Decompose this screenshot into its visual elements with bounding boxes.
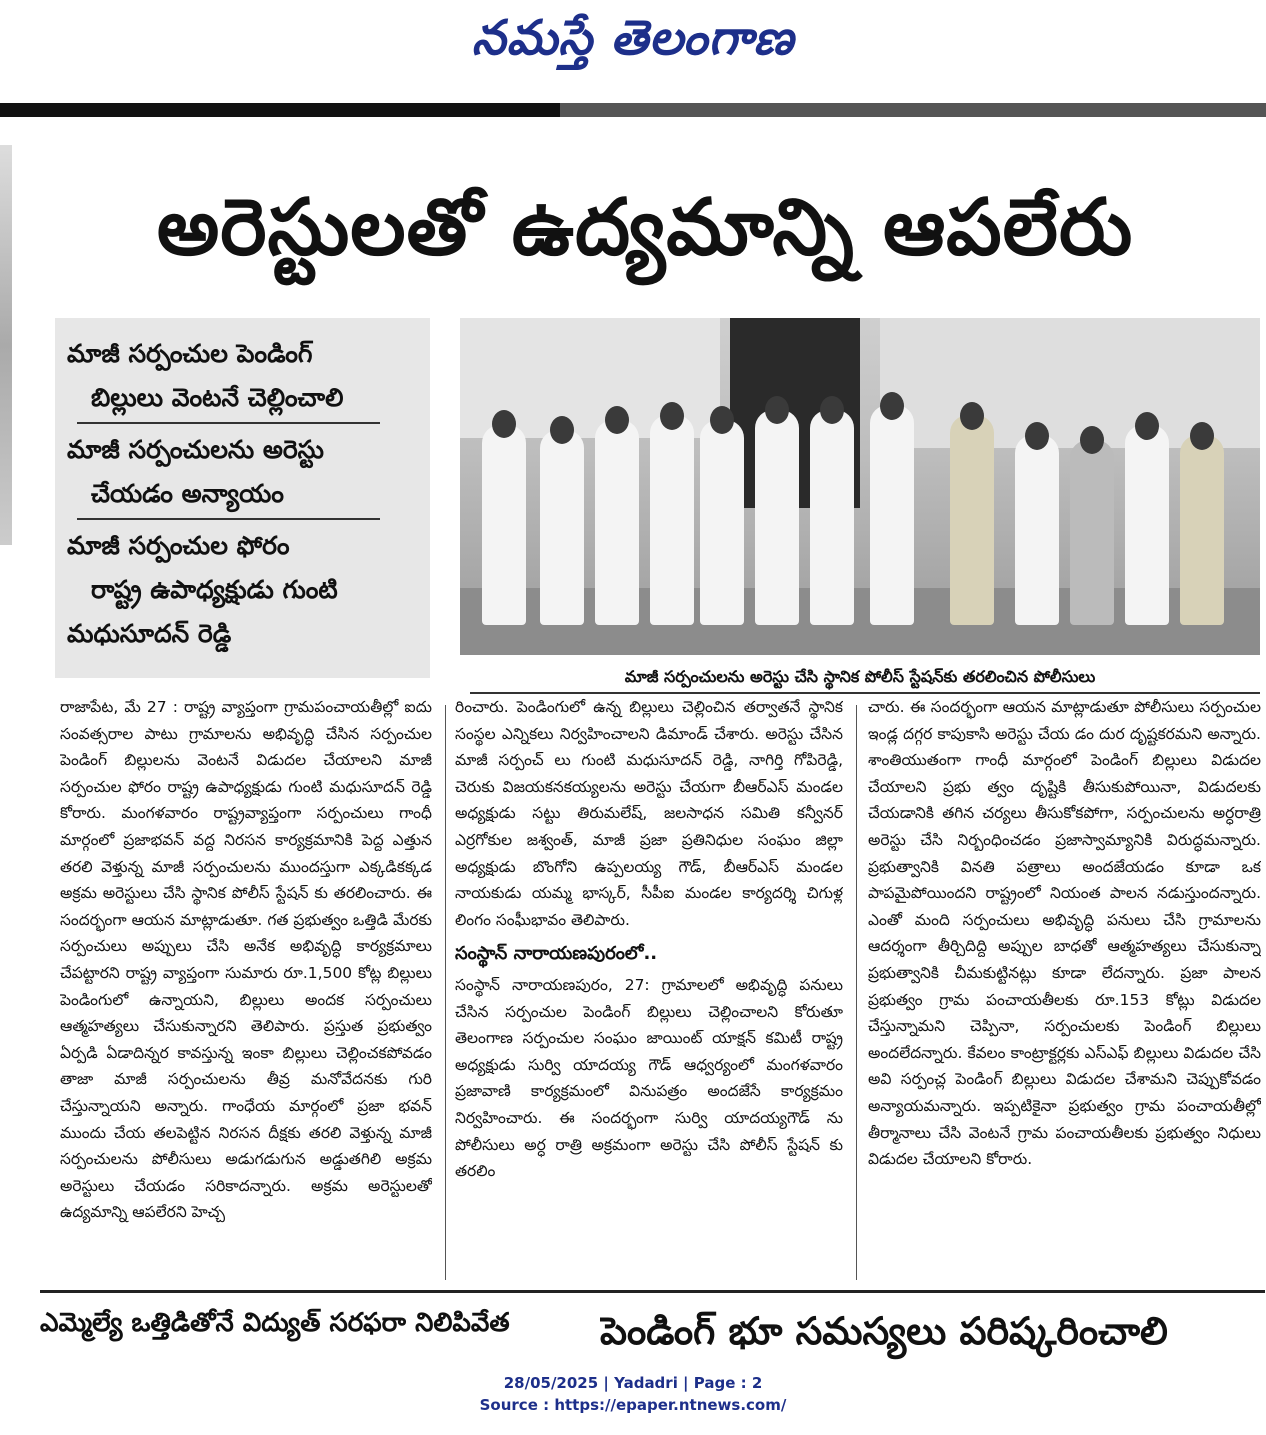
photo-person (700, 420, 744, 625)
article-text: రాజాపేట, మే 27 : రాష్ట్ర వ్యాప్తంగా గ్రామపంచాయతీల్లో ఐదు సంవత్సరాల పాటు గ్రామాలను అభివృద్ధి చేసిన సర్పంచుల పెండింగ్ బిల్లులను వెంటనే విడుదల చేయాలని మాజీ సర్పంచుల ఫోరం రాష్ట్ర ఉపాధ్యక్షుడు గుంటి మధుసూదన్ రెడ్డి కోరారు. మంగళవారం రాష్ట్రవ్యాప్తంగా సర్పంచులు గాంధీ మార్గంలో ప్రజాభవన్ వద్ద నిరసన కార్యక్రమానికి పెద్ద ఎత్తున తరలి వెళ్తున్న మాజీ సర్పంచులను ముందస్తుగా ఎక్కడికక్కడ అక్రమ అరెస్టులు చేసి స్థానిక పోలీస్ స్టేషన్ కు తరలించారు. ఈ సందర్భంగా ఆయన మాట్లాడుతూ. గత ప్రభుత్వం ఒత్తిడి మేరకు సర్పంచులు అప్పులు చేసి అనేక అభివృద్ధి కార్యక్రమాలు చేపట్టారని రాష్ట్ర వ్యాప్తంగా సుమారు రూ.1,500 కోట్ల బిల్లులు పెండింగులో ఉన్నాయని, బిల్లులు అందక సర్పంచులు ఆత్మహత్యలు చేసుకున్నారని తెలిపారు. ప్రస్తుత ప్రభుత్వం ఏర్పడి ఏడాదిన్నర కావస్తున్న ఇంకా బిల్లులు చెల్లించకపోవడం తాజా మాజీ సర్పంచులను తీవ్ర మనోవేదనకు గురి చేస్తున్నాయని అన్నారు. గాంధేయ మార్గంలో ప్రజా భవన్ ముందు చేయ తలపెట్టిన నిరసన దీక్షకు తరలి వెళ్తున్న మాజీ సర్పంచులను పోలీసులు అడుగడుగున అడ్డుతగిలి అక్రమ అరెస్టులు చేయడం సరికాదన్నారు. అక్రమ అరెస్టులతో ఉద్యమాన్ని ఆపలేరని హెచ్చ (60, 698, 432, 1222)
article-text: రించారు. పెండింగులో ఉన్న బిల్లులు చెల్లించిన తర్వాతనే స్థానిక సంస్థల ఎన్నికలు నిర్వహించాలని డిమాండ్ చేశారు. అరెస్టు చేసిన మాజీ సర్పంచ్ లు గుంటి మధుసూదన్ రెడ్డి, నాగిర్తి గోపిరెడ్డి, చెరుకు విజయకనకయ్యలను అరెస్టు చేయగా బీఆర్ఎస్ మండల అధ్యక్షుడు సట్టు తిరుమలేష్, జలసాధన సమితి కన్వీనర్ ఎర్రగోకుల జశ్వంత్, మాజీ ప్రజా ప్రతినిధుల సంఘం జిల్లా అధ్యక్షుడు బొంగోని ఉప్పలయ్య గౌడ్, బీఆర్ఎస్ మండల నాయకుడు యమ్మ భాస్కర్, సీపీఐ మండల కార్యదర్శి చిగుళ్ల లింగం సంఘీభావం తెలిపారు. (455, 698, 843, 929)
page-footer (0, 1372, 1266, 1416)
subheadline-line: మాజీ సర్పంచులను అరెస్టు (67, 435, 324, 464)
photo-person (650, 415, 694, 625)
subheadline-line: మాజీ సర్పంచుల పెండింగ్ (67, 339, 313, 368)
subheadline-line: చేయడం అన్యాయం (91, 479, 284, 508)
section-subhead: సంస్థాన్ నారాయణపురంలో.. (455, 943, 658, 965)
photo-person-head (492, 410, 516, 438)
headline: అరెస్టులతో ఉద్యమాన్ని ఆపలేరు (156, 183, 1134, 273)
masthead-rule-right (560, 103, 1266, 117)
photo-person (1125, 425, 1169, 625)
photo-person (1070, 440, 1114, 625)
article-column-2 (455, 694, 843, 1274)
photo-person (1015, 435, 1059, 625)
photo-person-head (1135, 412, 1159, 440)
photo-caption: మాజీ సర్పంచులను అరెస్టు చేసి స్థానిక పోలీస్ స్టేషన్‌కు తరలించిన పోలీసులు (624, 667, 1096, 686)
photo-person (595, 420, 639, 625)
photo-person-head (550, 416, 574, 444)
photo-person (540, 430, 584, 625)
bottom-headline-right: పెండింగ్ భూ సమస్యలు పరిష్కరించాలి (600, 1309, 1168, 1353)
subheadline-divider (77, 518, 380, 520)
footer-source-link[interactable]: Source : https://epaper.ntnews.com/ (479, 1396, 787, 1414)
photo-person-head (605, 406, 629, 434)
news-photo (460, 318, 1260, 655)
masthead (0, 0, 1266, 100)
photo-person (755, 410, 799, 625)
photo-person-head (820, 396, 844, 424)
article-text: చారు. ఈ సందర్భంగా ఆయన మాట్లాడుతూ పోలీసులు సర్పంచుల ఇండ్ల దగ్గర కాపుకాసి అరెస్టు చేయ డం దుర దృష్టకరమని అన్నారు. శాంతియుతంగా గాంధీ మార్గంలో పెండింగ్ బిల్లులు విడుదల చేయాలని ప్రభు త్వం దృష్టికి తీసుకుపోయినా, విడుదలకు చేయడానికి తగిన చర్యలు తీసుకోకపోగా, సర్పంచులను అర్ధరాత్రి అరెస్టు చేసి నిర్బంధించడం ప్రజాస్వామ్యానికి విరుద్ధమన్నారు. ప్రభుత్వానికి వినతి పత్రాలు అందజేయడం కూడా ఒక పాపమైపోయిందని రాష్ట్రంలో నియంత పాలన నడుస్తుందన్నారు. ఎంతో మంది సర్పంచులు అభివృద్ధి పనులు చేసి గ్రామాలను ఆదర్శంగా తీర్చిదిద్ది అప్పుల బాధతో ఆత్మహత్యలు చేసుకున్నా ప్రభుత్వానికి చీమకుట్టినట్లు కూడా లేదన్నారు. ప్రజా పాలన ప్రభుత్వం గ్రామ పంచాయతీలకు రూ.153 కోట్లు విడుదల చేస్తున్నామని చెప్పినా, సర్పంచులకు పెండింగ్ బిల్లులు అందలేదన్నారు. కేవలం కాంట్రాక్టర్లకు ఎస్ఎఫ్ బిల్లులు విడుదల చేసి అవి సర్పంచ్ల పెండింగ్ బిల్లులు విడుదల చేశామని చెప్పుకోవడం అన్యాయమన్నారు. ఇప్పటికైనా ప్రభుత్వం గ్రామ పంచాయతీల్లో తీర్మానాలు చేసి వెంటనే గ్రామ పంచాయతీలకు ప్రభుత్వం నిధులు విడుదల చేయాలని కోరారు. (868, 698, 1261, 1169)
article-text: సంస్థాన్ నారాయణపురం, 27: గ్రామాలలో అభివృద్ధి పనులు చేసిన సర్పంచుల పెండింగ్ బిల్లులు చెల్లించాలని కోరుతూ తెలంగాణ సర్పంచుల సంఘం జాయింట్ యాక్షన్ కమిటీ రాష్ట్ర అధ్యక్షుడు సుర్వి యాదయ్య గౌడ్ ఆధ్వర్యంలో మంగళవారం ప్రజావాణి కార్యక్రమంలో వినుపత్రం అందజేసే కార్యక్రమం నిర్వహించారు. ఈ సందర్భంగా సుర్వి యాదయ్యగౌడ్ ను పోలీసులు అర్ధ రాత్రి అక్రమంగా అరెస్టు చేసి పోలీస్ స్టేషన్ కు తరలిం (455, 975, 843, 1181)
subheadline-line: మధుసూదన్ రెడ్డి (67, 619, 232, 648)
photo-person-head (1025, 422, 1049, 450)
photo-person-head (765, 396, 789, 424)
masthead-rule-left (0, 103, 560, 117)
subheadline-line: మాజీ సర్పంచుల ఫోరం (67, 531, 290, 560)
photo-person (1180, 435, 1224, 625)
article-column-3 (868, 694, 1261, 1284)
photo-person (950, 415, 994, 625)
photo-person (482, 425, 526, 625)
masthead-title: నమస్తే తెలంగాణ (471, 10, 795, 66)
footer-date-edition: 28/05/2025 | Yadadri | Page : 2 (503, 1374, 763, 1392)
subheadline-line: బిల్లులు వెంటనే చెల్లించాలి (91, 383, 344, 412)
photo-person-head (1080, 426, 1104, 454)
bottom-headline-left: ఎమ్మెల్యే ఒత్తిడితోనే విద్యుత్ సరఫరా నిలిపివేత (40, 1308, 510, 1338)
photo-person-head (880, 392, 904, 420)
photo-person-head (660, 402, 684, 430)
adjacent-article-strip (0, 145, 12, 545)
photo-person-head (1190, 422, 1214, 450)
photo-person (870, 405, 914, 625)
photo-person (810, 410, 854, 625)
column-divider (445, 705, 446, 1280)
bottom-rule (40, 1290, 1265, 1293)
subheadline-line: రాష్ట్ర ఉపాధ్యక్షుడు గుంటి (91, 575, 338, 604)
column-divider (856, 705, 857, 1280)
photo-person-head (960, 402, 984, 430)
subheadline-divider (77, 422, 380, 424)
subheadline-box (55, 318, 430, 678)
article-column-1 (60, 694, 432, 1284)
photo-person-head (710, 406, 734, 434)
